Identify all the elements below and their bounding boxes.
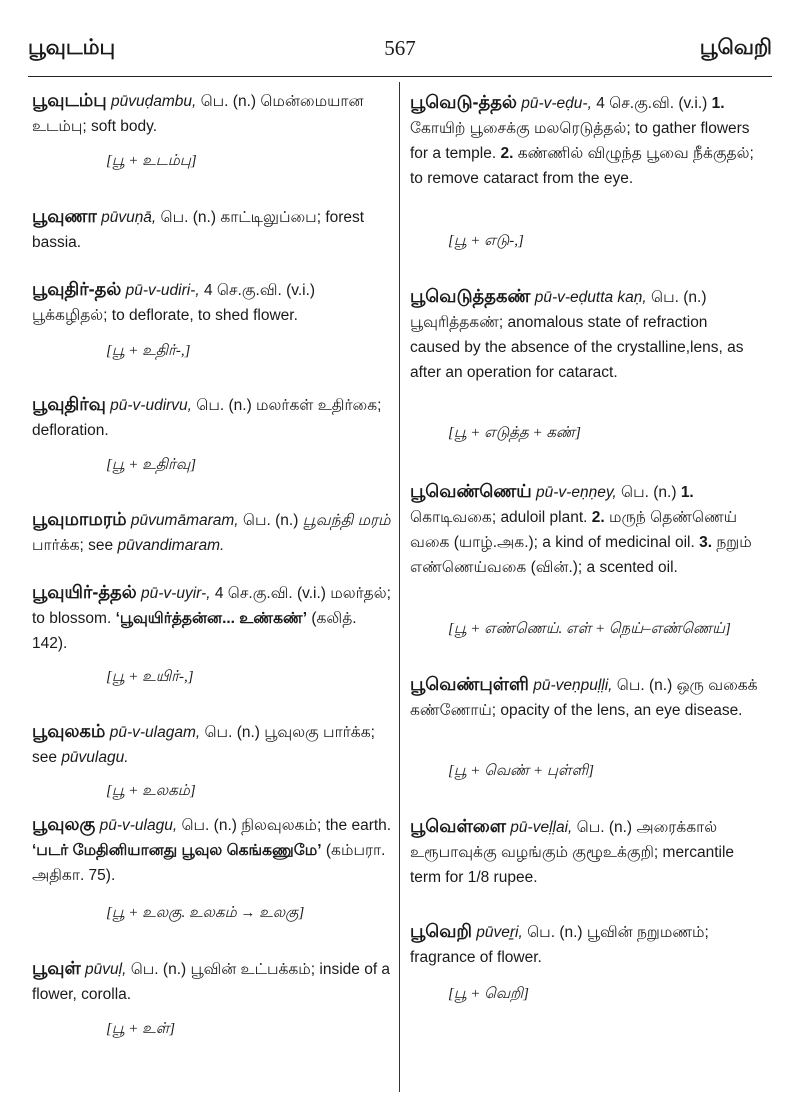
entry-puveri xyxy=(410,919,758,970)
transliteration: pū-v-eḍutta kaṇ, xyxy=(534,289,647,306)
sense-number: 2. xyxy=(500,145,514,162)
headword: பூவுயிர்-த்தல் xyxy=(32,582,137,602)
entry-puvumamaram xyxy=(32,507,392,558)
transliteration: pū-v-eṇṇey, xyxy=(536,484,617,501)
headword: பூவுதிர்-தல் xyxy=(32,279,122,299)
column-divider xyxy=(399,82,400,1092)
definition: பெ. (n.) பூவுலகு பார்க்க; see xyxy=(32,724,375,766)
etymology: [பூ + உதிர்வு] xyxy=(106,457,197,473)
entry-puvudambu xyxy=(32,88,392,139)
quotation: ‘படர் மேதினியானது பூவுல கெங்கணுமே’ xyxy=(32,842,322,859)
transliteration: pū-v-eḍu-, xyxy=(521,95,592,112)
headword: பூவுலகம் xyxy=(32,721,106,741)
transliteration: pū-veḷḷai, xyxy=(510,819,573,836)
sense-number: 1. xyxy=(711,95,725,112)
sense-number: 3. xyxy=(699,534,713,551)
etymology: [பூ + உலகம்] xyxy=(106,783,196,799)
etymology: [பூ + வெறி] xyxy=(448,986,529,1002)
transliteration: pū-v-ulagu, xyxy=(99,817,178,834)
page-header xyxy=(28,36,772,76)
definition: 4 செ.கு.வி. (v.i.) பூக்கழிதல்; to deflorate, to shed flower. xyxy=(32,282,316,324)
headword: பூவெண்ணெய் xyxy=(410,481,532,501)
sense-number: 2. xyxy=(591,509,605,526)
citation: (கம்பரா. அதிகா. 75). xyxy=(32,842,386,884)
entry-puvulagam xyxy=(32,719,392,770)
definition: பெ. (n.) மென்மையான உடம்பு; soft body. xyxy=(32,93,364,135)
entry-puvellai xyxy=(410,814,758,890)
definition: பெ. (n.) மலர்கள் உதிர்கை; defloration. xyxy=(32,397,382,439)
headword: பூவுள் xyxy=(32,958,81,978)
etymology: [பூ + உலகு. உலகம் → உலகு] xyxy=(106,905,305,921)
etymology: [பூ + உடம்பு] xyxy=(106,153,197,169)
transliteration: pū-v-udiri-, xyxy=(125,282,200,299)
definition: பெ. (n.) xyxy=(238,512,303,529)
definition: பெ. (n.) பூவுரித்தகண்; anomalous state of refraction caused by the absence of the crystalline,lens, as after an operation for cataract. xyxy=(410,289,744,381)
definition-sense: மருந் தெண்ணெய் வகை (யாழ்.அக.); a kind of medicinal oil. xyxy=(410,509,738,551)
definition: பெ. (n.) பூவின் நறுமணம்; fragrance of flower. xyxy=(410,924,709,966)
etymology: [பூ + வெண் + புள்ளி] xyxy=(448,763,595,779)
definition: பெ. (n.) ஒரு வகைக் கண்ணோய்; opacity of the lens, an eye disease. xyxy=(410,677,758,719)
definition: பெ. (n.) நிலவுலகம்; the earth. xyxy=(177,817,392,834)
headword: பூவெறி xyxy=(410,921,472,941)
cross-reference-translit: pūvandimaram. xyxy=(117,537,225,554)
entry-puveduttakan xyxy=(410,284,758,385)
transliteration: pūvuṇā, xyxy=(101,209,157,226)
etymology: [பூ + உதிர்-,] xyxy=(106,343,191,359)
etymology: [பூ + எடு-,] xyxy=(448,233,524,249)
definition: பெ. (n.) காட்டிலுப்பை; forest bassia. xyxy=(32,209,365,251)
entry-puvudirvu xyxy=(32,392,392,443)
definition: பெ. (n.) அரைக்கால் உரூபாவுக்கு வழங்கும் குழூஉக்குறி; mercantile term for 1/8 rupee. xyxy=(410,819,735,886)
definition-sense: கோயிற் பூசைக்கு மலரெடுத்தல்; to gather flowers for a temple. xyxy=(410,120,750,162)
guide-word-left: பூவுடம்பு xyxy=(28,36,116,59)
transliteration: pūvumāmaram, xyxy=(130,512,239,529)
headword: பூவுணா xyxy=(32,206,97,226)
headword: பூவெடுத்தகண் xyxy=(410,286,531,306)
transliteration: pūveṟi, xyxy=(476,924,523,941)
definition: பெ. (n.) பூவின் உட்பக்கம்; inside of a flower, corolla. xyxy=(32,961,391,1003)
headword: பூவுமாமரம் xyxy=(32,509,127,529)
headword: பூவெண்புள்ளி xyxy=(410,674,529,694)
entry-puveduttal xyxy=(410,90,758,191)
citation: (கலித். 142). xyxy=(32,610,357,652)
entry-puvuyirttal xyxy=(32,580,392,656)
entry-puvuna xyxy=(32,204,392,255)
etymology: [பூ + எடுத்த + கண்] xyxy=(448,425,581,441)
entry-puvul xyxy=(32,956,392,1007)
entry-puvudirtal xyxy=(32,277,392,328)
cross-reference-translit: pūvulagu. xyxy=(61,749,129,766)
page-number: 567 xyxy=(384,36,416,60)
entry-puvulagu xyxy=(32,812,392,888)
transliteration: pū-v-uyir-, xyxy=(141,585,211,602)
etymology: [பூ + உள்] xyxy=(106,1021,176,1037)
header-rule xyxy=(28,76,772,77)
definition-sense: நறும் எண்ணெய்வகை (வின்.); a scented oil. xyxy=(410,534,752,576)
quotation: ‘பூவுயிர்த்தன்ன... உண்கண்’ xyxy=(115,610,308,627)
definition: பெ. (n.) xyxy=(616,484,681,501)
headword: பூவெடு-த்தல் xyxy=(410,92,517,112)
cross-reference: பூவந்தி மரம் xyxy=(302,512,391,529)
etymology: [பூ + உயிர்-,] xyxy=(106,669,194,685)
headword: பூவுடம்பு xyxy=(32,90,107,110)
transliteration: pū-v-udirvu, xyxy=(110,397,192,414)
etymology: [பூ + எண்ணெய். எள் + நெய்–எண்ணெய்] xyxy=(448,621,731,637)
entry-puvenney xyxy=(410,479,758,580)
headword: பூவுலகு xyxy=(32,814,96,834)
transliteration: pū-v-ulagam, xyxy=(109,724,201,741)
definition-sense: கண்ணில் விழுந்த பூவை நீக்குதல்; to remove cataract from the eye. xyxy=(410,145,754,187)
definition: 4 செ.கு.வி. (v.i.) xyxy=(591,95,712,112)
transliteration: pūvuḍambu, xyxy=(110,93,197,110)
entry-puvenpulli xyxy=(410,672,758,723)
headword: பூவெள்ளை xyxy=(410,816,506,836)
definition: 4 செ.கு.வி. (v.i.) மலர்தல்; to blossom. xyxy=(32,585,391,627)
transliteration: pūvuḷ, xyxy=(85,961,127,978)
sense-number: 1. xyxy=(680,484,694,501)
transliteration: pū-veṇpuḷḷi, xyxy=(533,677,613,694)
headword: பூவுதிர்வு xyxy=(32,394,106,414)
definition-cont: பார்க்க; see xyxy=(32,537,118,554)
guide-word-right: பூவெறி xyxy=(699,36,772,59)
definition-sense: கொடிவகை; aduloil plant. xyxy=(410,509,592,526)
